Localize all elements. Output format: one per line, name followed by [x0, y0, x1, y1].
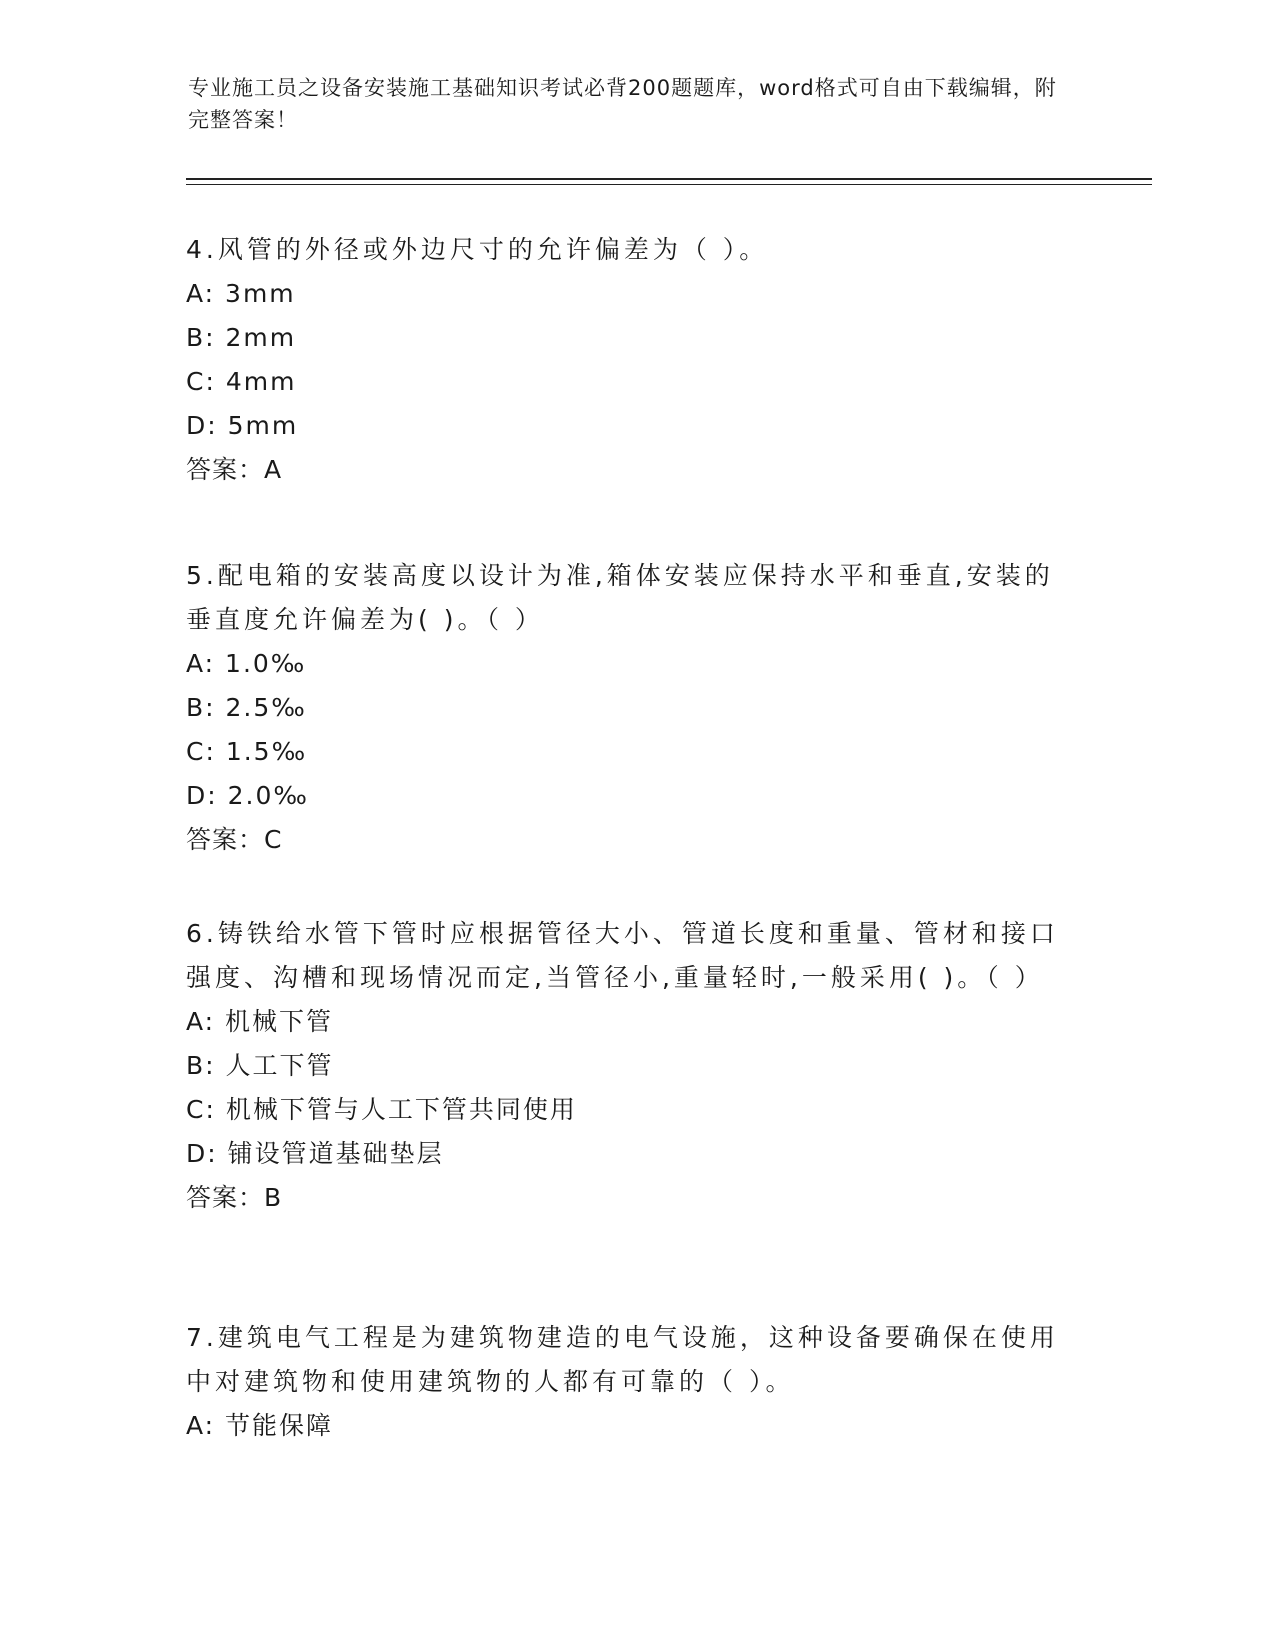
- option-a: A: 节能保障: [186, 1411, 334, 1440]
- option-d: D: 2.0‰: [186, 781, 309, 810]
- option-b: B: 2mm: [186, 323, 297, 352]
- question-5: [186, 554, 1066, 862]
- option-c: C: 机械下管与人工下管共同使用: [186, 1095, 577, 1124]
- document-header: 专业施工员之设备安装施工基础知识考试必背200题题库，word格式可自由下载编辑，附完整答案！: [188, 76, 1057, 132]
- answer-label: 答案：C: [186, 825, 283, 854]
- question-6: [186, 912, 1066, 1220]
- option-a: A: 机械下管: [186, 1007, 334, 1036]
- answer-label: 答案：B: [186, 1183, 283, 1212]
- answer-label: 答案：A: [186, 455, 283, 484]
- header-divider-thin: [186, 184, 1152, 185]
- question-7: [186, 1316, 1066, 1448]
- option-d: D: 铺设管道基础垫层: [186, 1139, 444, 1168]
- question-text: 4.风管的外径或外边尺寸的允许偏差为（ ）。: [186, 235, 769, 264]
- question-text: 5.配电箱的安装高度以设计为准,箱体安装应保持水平和垂直,安装的垂直度允许偏差为( )。（ ）: [186, 561, 1054, 634]
- option-d: D: 5mm: [186, 411, 299, 440]
- question-4: [186, 228, 1066, 492]
- header-divider: [186, 178, 1152, 180]
- option-c: C: 4mm: [186, 367, 297, 396]
- option-a: A: 3mm: [186, 279, 296, 308]
- option-b: B: 人工下管: [186, 1051, 334, 1080]
- option-c: C: 1.5‰: [186, 737, 308, 766]
- question-text: 7.建筑电气工程是为建筑物建造的电气设施，这种设备要确保在使用中对建筑物和使用建筑物的人都有可靠的（ ）。: [186, 1323, 1059, 1396]
- option-b: B: 2.5‰: [186, 693, 307, 722]
- option-a: A: 1.0‰: [186, 649, 307, 678]
- question-text: 6.铸铁给水管下管时应根据管径大小、管道长度和重量、管材和接口强度、沟槽和现场情况而定,当管径小,重量轻时,一般采用( )。（ ）: [186, 919, 1059, 992]
